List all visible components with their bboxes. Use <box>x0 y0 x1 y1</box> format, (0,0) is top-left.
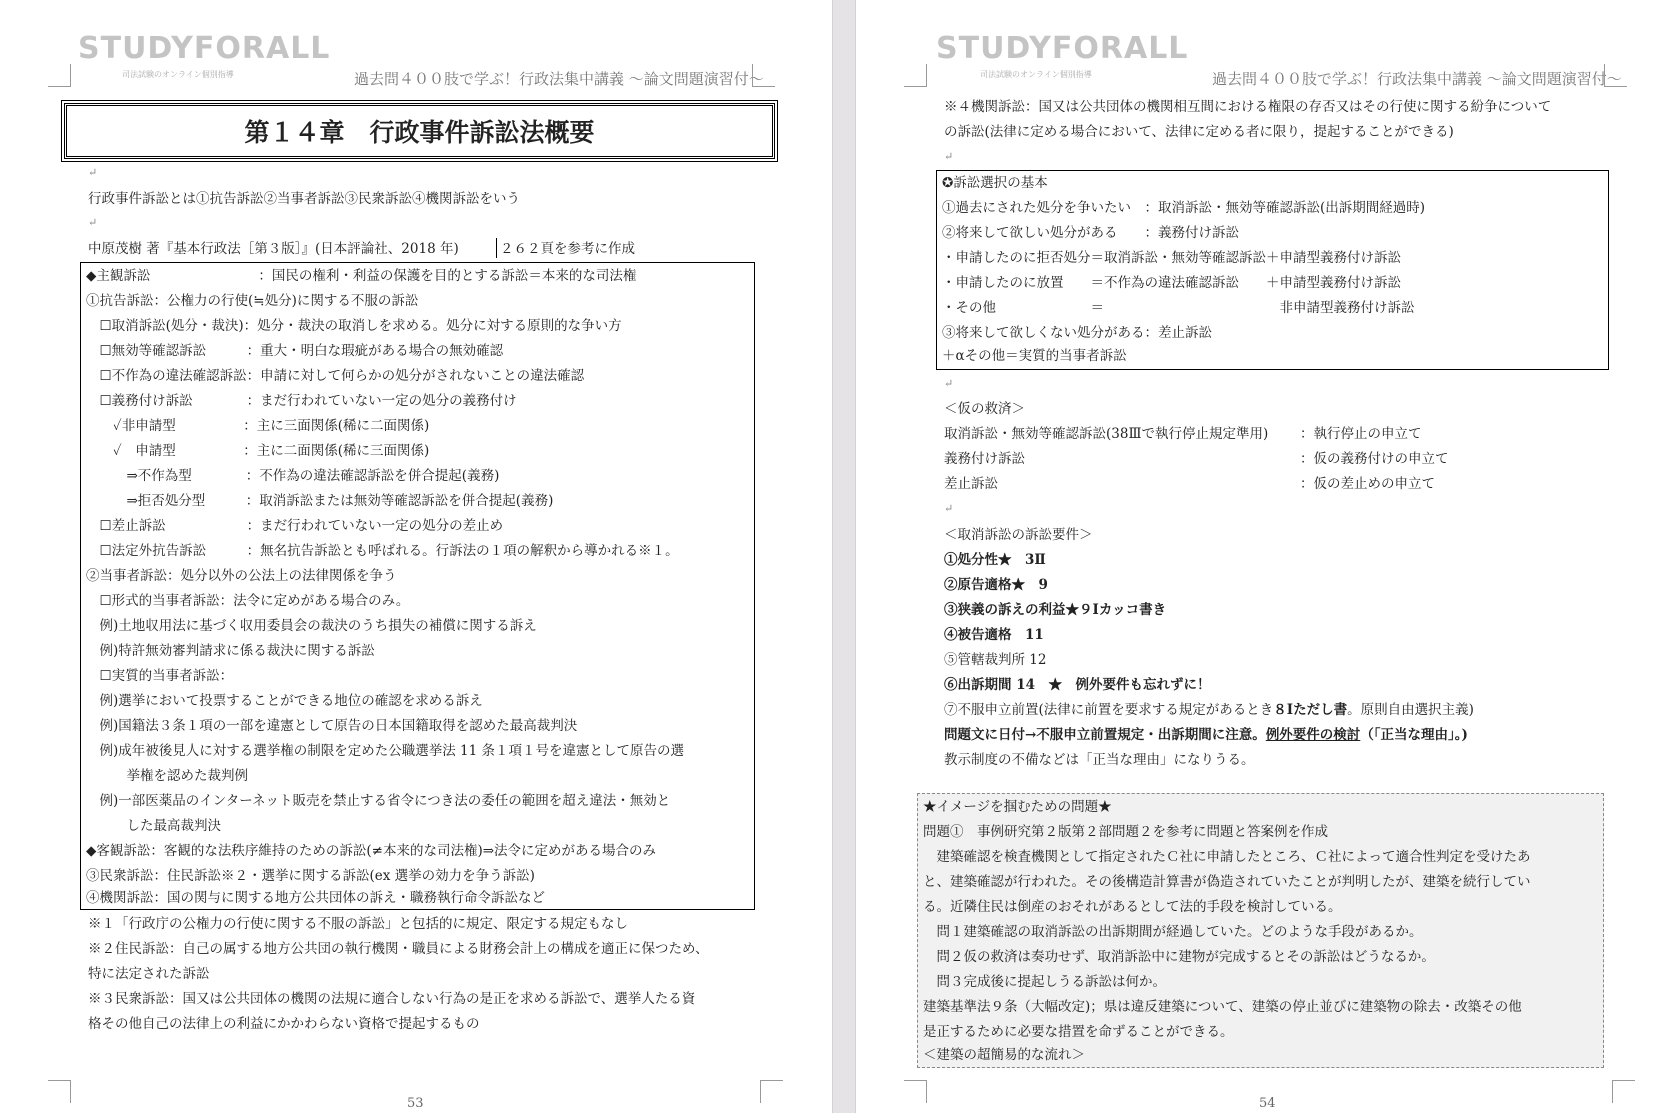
studyforall-logo: STUDYFORALL <box>78 31 331 66</box>
provisional-item-name: 差止訴訟 <box>944 476 998 492</box>
studyforall-logo: STUDYFORALL <box>936 31 1189 66</box>
box-line: した最高裁判決 <box>86 818 221 834</box>
logo-subtitle: 司法試験のオンライン個別指導 <box>122 70 234 79</box>
box-line: 例)成年被後見人に対する選挙権の制限を定めた公職選挙法 11 条１項１号を違憲として原告の選 <box>86 743 685 759</box>
document-page-left <box>0 0 832 1113</box>
selection-line: ・申請したのに拒否処分＝取消訴訟・無効等確認訴訟＋申請型義務付け訴訟 <box>942 250 1401 266</box>
lawsuit-selection-box <box>936 170 1609 370</box>
selection-line: ③将来して欲しくない処分がある：差止訴訟 <box>942 325 1212 341</box>
exercise-line: ★イメージを掴むための問題★ <box>923 799 1112 815</box>
exercise-line: 問３完成後に提起しうる訴訟は何か。 <box>923 974 1166 990</box>
provisional-relief-title: ＜仮の救済＞ <box>944 401 1025 417</box>
box-line: ③民衆訴訟：住民訴訟※２・選挙に関する訴訟(ex 選挙の効力を争う訴訟) <box>86 868 535 884</box>
box-line: ①抗告訴訟：公権力の行使(≒処分)に関する不服の訴訟 <box>86 293 419 309</box>
box-line: ☐形式的当事者訴訟：法令に定めがある場合のみ。 <box>86 593 410 609</box>
crop-mark-bottom-right <box>760 1080 783 1103</box>
lawsuit-types-box <box>80 262 755 910</box>
requirement-text-bold: （「正当な理由」。) <box>1360 727 1468 743</box>
provisional-item-remedy: ：執行停止の申立て <box>1300 426 1422 442</box>
paragraph-mark: ↵ <box>944 502 954 515</box>
crop-mark-bottom-left <box>48 1080 71 1103</box>
crop-mark-bottom-left <box>904 1080 927 1103</box>
box-line: ☐不作為の違法確認訴訟：申請に対して何らかの処分がされないことの違法確認 <box>86 368 585 384</box>
box-line: ⇒拒否処分型 ：取消訴訟または無効等確認訴訟を併合提起(義務) <box>86 493 554 509</box>
chapter-title: 第１４章 行政事件訴訟法概要 <box>244 118 595 147</box>
requirement-item <box>944 701 1474 719</box>
selection-line: ①過去にされた処分を争いたい ：取消訴訟・無効等確認訴訟(出訴期間経過時) <box>942 200 1426 216</box>
box-line: 例)国籍法３条１項の一部を違憲として原告の日本国籍取得を認めた最高裁判決 <box>86 718 578 734</box>
footnote-line: ※２住民訴訟：自己の属する地方公共団の執行機関・職員による財務会計上の構成を適正に保つため、 <box>88 941 709 957</box>
requirement-text-bold: ８Ⅰただし書 <box>1273 702 1348 718</box>
box-line: ☐無効等確認訴訟 ：重大・明白な瑕疵がある場合の無効確認 <box>86 343 504 359</box>
footnote-line: ※３民衆訴訟：国又は公共団体の機関の法規に適合しない行為の是正を求める訴訟で、選挙人たる資 <box>88 991 696 1007</box>
footnote-line: 格その他自己の法律上の利益にかかわらない資格で提起するもの <box>88 1016 480 1032</box>
requirement-item: ④被告適格 11 <box>944 627 1044 643</box>
box-line: 挙権を認めた裁判例 <box>86 768 248 784</box>
paragraph-mark: ↵ <box>88 166 98 179</box>
exercise-line: ＜建築の超簡易的な流れ＞ <box>923 1047 1085 1063</box>
requirement-item: ⑥出訴期間 14 ★ 例外要件も忘れずに！ <box>944 677 1211 693</box>
course-title-header: 過去問４００肢で学ぶ！行政法集中講義 ～論文問題演習付～ <box>1212 70 1622 88</box>
paragraph-mark: ↵ <box>88 216 98 229</box>
box-line: ④機関訴訟：国の関与に関する地方公共団体の訴え・職務執行命令訴訟など <box>86 890 545 906</box>
requirement-item: ③狭義の訴えの利益★９Ⅰカッコ書き <box>944 602 1167 618</box>
chapter-title-box <box>64 103 775 159</box>
box-line: ◆主観訴訟 ：国民の権利・利益の保護を目的とする訴訟＝本来的な司法権 <box>86 268 637 284</box>
selection-line: ✪訴訟選択の基本 <box>942 175 1048 191</box>
logo-subtitle: 司法試験のオンライン個別指導 <box>980 70 1092 79</box>
provisional-item-name: 取消訴訟・無効等確認訴訟(38Ⅲで執行停止規定準用) <box>944 426 1269 442</box>
provisional-item-name: 義務付け訴訟 <box>944 451 1025 467</box>
exercise-line: 問１建築確認の取消訴訟の出訴期間が経過していた。どのような手段があるか。 <box>923 924 1423 940</box>
intro-text: 行政事件訴訟とは①抗告訴訟②当事者訴訟③民衆訴訟④機関訴訟をいう <box>88 191 520 207</box>
page-gap <box>832 0 856 1113</box>
box-line: ☐取消訴訟(処分・裁決)：処分・裁決の取消しを求める。処分に対する原則的な争い方 <box>86 318 622 334</box>
box-line: ②当事者訴訟：処分以外の公法上の法律関係を争う <box>86 568 397 584</box>
text-cursor <box>496 238 497 258</box>
selection-line: ・その他 ＝ 非申請型義務付け訴訟 <box>942 300 1415 316</box>
exercise-line: 問２仮の救済は奏功せず、取消訴訟中に建物が完成するとその訴訟はどうなるか。 <box>923 949 1435 965</box>
footnote-line: ※１「行政庁の公権力の行使に関する不服の訴訟」と包括的に規定、限定する規定もなし <box>88 916 628 932</box>
page-number: 54 <box>1259 1096 1276 1111</box>
box-line: 例)土地収用法に基づく収用委員会の裁決のうち損失の補償に関する訴え <box>86 618 537 634</box>
box-line: ☐差止訴訟 ：まだ行われていない一定の処分の差止め <box>86 518 504 534</box>
exercise-line: と、建築確認が行われた。その後構造計算書が偽造されていたことが判明したが、建築を続行してい <box>923 874 1531 890</box>
paragraph-mark: ↵ <box>944 377 954 390</box>
requirement-item: 教示制度の不備などは「正当な理由」になりうる。 <box>944 752 1255 768</box>
exercise-line: 建築基準法９条（大幅改定)；県は違反建築について、建築の停止並びに建築物の除去・改築その他 <box>923 999 1522 1015</box>
requirement-item: ①処分性★ 3Ⅱ <box>944 552 1046 568</box>
exercise-problem-box <box>917 793 1604 1068</box>
reference-page-text: ２６２頁を参考に作成 <box>500 241 635 257</box>
requirement-item: ②原告適格★ 9 <box>944 577 1048 593</box>
provisional-item-remedy: ：仮の差止めの申立て <box>1300 476 1435 492</box>
requirement-item <box>944 726 1468 744</box>
box-line: 例)特許無効審判請求に係る裁決に関する訴訟 <box>86 643 375 659</box>
crop-mark-top-left <box>904 64 927 87</box>
selection-line: ・申請したのに放置 ＝不作為の違法確認訴訟 ＋申請型義務付け訴訟 <box>942 275 1401 291</box>
requirement-item: ⑤管轄裁判所 12 <box>944 652 1047 668</box>
selection-line: ＋αその他＝実質的当事者訴訟 <box>942 348 1127 364</box>
exercise-line: 問題① 事例研究第２版第２部問題２を参考に問題と答案例を作成 <box>923 824 1328 840</box>
paragraph-mark: ↵ <box>944 150 954 163</box>
box-line: ☐法定外抗告訴訟 ：無名抗告訴訟とも呼ばれる。行訴法の１項の解釈から導かれる※１。 <box>86 543 679 559</box>
box-line: 例)一部医薬品のインターネット販売を禁止する省令につき法の委任の範囲を超え違法・無効と <box>86 793 671 809</box>
document-page-right <box>856 0 1672 1113</box>
note4-line: ※４機関訴訟：国又は公共団体の機関相互間における権限の存否又はその行使に関する紛争について <box>944 99 1552 115</box>
box-line: 例)選挙において投票することができる地位の確認を求める訴え <box>86 693 483 709</box>
crop-mark-bottom-right <box>1612 1080 1635 1103</box>
crop-mark-top-left <box>48 64 71 87</box>
exercise-line: 建築確認を検査機関として指定されたＣ社に申請したところ、Ｃ社によって適合性判定を受けたあ <box>923 849 1531 865</box>
box-line: ✓非申請型 ：主に三面関係(稀に二面関係) <box>86 418 430 434</box>
footnote-line: 特に法定された訴訟 <box>88 966 210 982</box>
provisional-item-remedy: ：仮の義務付けの申立て <box>1300 451 1449 467</box>
requirement-text-bold: 問題文に日付→不服申立前置規定・出訴期間に注意。 <box>944 727 1266 743</box>
selection-line: ②将来して欲しい処分がある ：義務付け訴訟 <box>942 225 1239 241</box>
requirement-text: 。原則自由選択主義) <box>1347 702 1474 718</box>
box-line: ⇒不作為型 ：不作為の違法確認訴訟を併合提起(義務) <box>86 468 500 484</box>
crop-mark-top-right <box>752 64 775 87</box>
exercise-line: 是正するために必要な措置を命ずることができる。 <box>923 1024 1234 1040</box>
note4-line: の訴訟(法律に定める場合において、法律に定める者に限り，提起することができる) <box>944 124 1454 140</box>
reference-text: 中原茂樹 著『基本行政法［第３版］』(日本評論社、2018 年) <box>88 241 459 257</box>
exercise-line: る。近隣住民は倒産のおそれがあるとして法的手段を検討している。 <box>923 899 1342 915</box>
box-line: ✓ 申請型 ：主に二面関係(稀に三面関係) <box>86 443 430 459</box>
crop-mark-top-right <box>1604 64 1627 87</box>
box-line: ◆客観訴訟：客観的な法秩序維持のための訴訟(≠本来的な司法権)⇒法令に定めがある場合のみ <box>86 843 657 859</box>
course-title-header: 過去問４００肢で学ぶ！行政法集中講義 ～論文問題演習付～ <box>354 70 764 88</box>
box-line: ☐実質的当事者訴訟： <box>86 668 234 684</box>
box-line: ☐義務付け訴訟 ：まだ行われていない一定の処分の義務付け <box>86 393 517 409</box>
requirement-text-underline: 例外要件の検討 <box>1265 727 1361 743</box>
requirement-text: ⑦不服申立前置(法律に前置を要求する規定があるとき <box>944 702 1274 718</box>
requirements-title: ＜取消訴訟の訴訟要件＞ <box>944 527 1093 543</box>
page-number: 53 <box>407 1096 424 1111</box>
